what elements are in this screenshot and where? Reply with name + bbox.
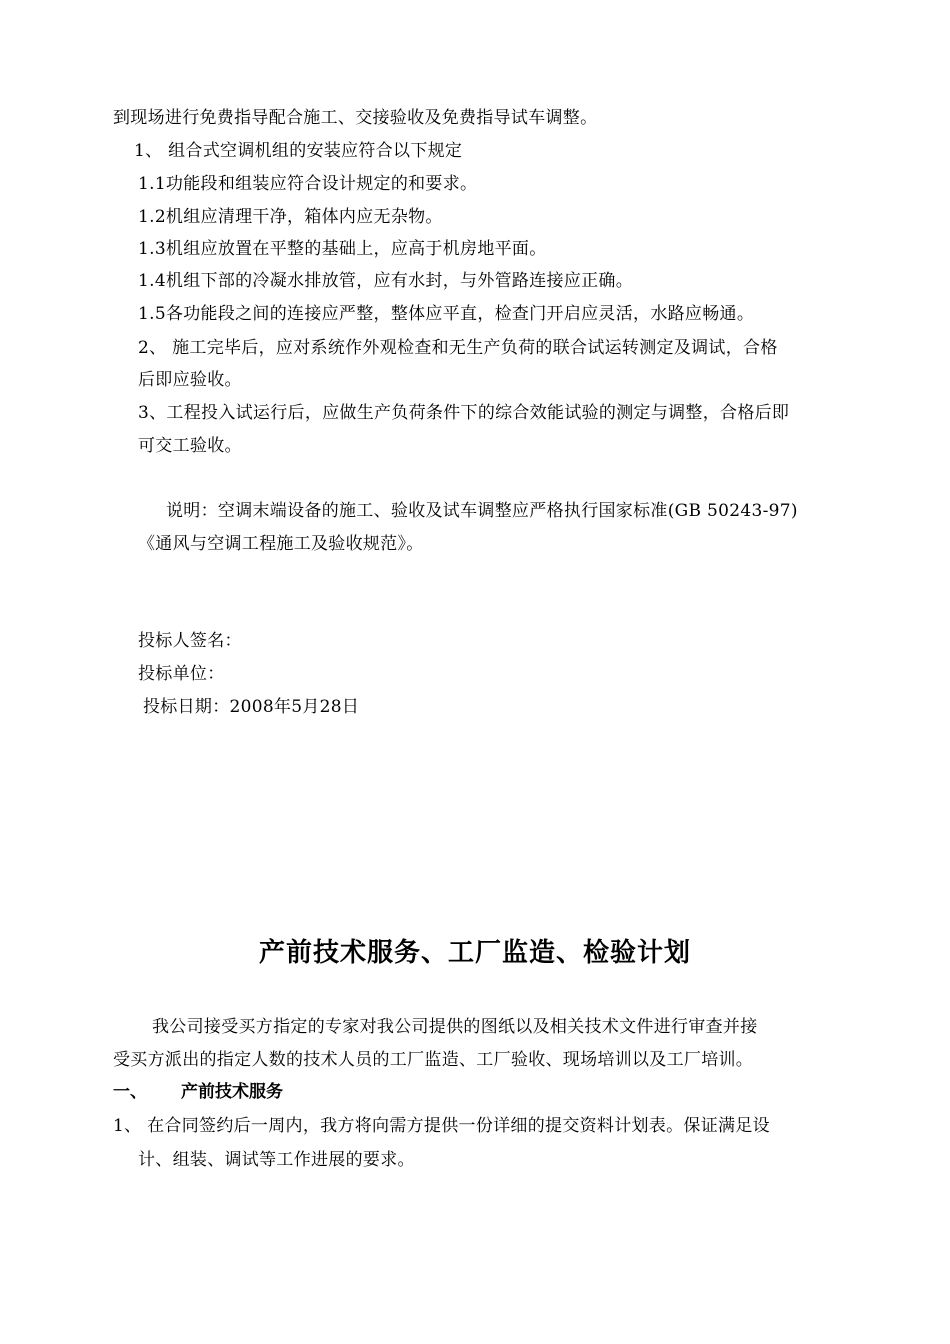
list-item-1-5: 1.5各功能段之间的连接应严整，整体应平直，检查门开启应灵活，水路应畅通。 bbox=[138, 304, 755, 324]
list-heading-1: 1、 组合式空调机组的安装应符合以下规定 bbox=[134, 141, 463, 161]
list-item-1-4: 1.4机组下部的冷凝水排放管，应有水封，与外管路连接应正确。 bbox=[138, 271, 634, 291]
list-item-1-3: 1.3机组应放置在平整的基础上，应高于机房地平面。 bbox=[138, 239, 547, 259]
list-item-2: 2、 施工完毕后，应对系统作外观检查和无生产负荷的联合试运转测定及调试，合格 bbox=[138, 338, 778, 358]
paragraph-line: 到现场进行免费指导配合施工、交接验收及免费指导试车调整。 bbox=[113, 108, 598, 128]
service-item-1-cont: 计、组装、调试等工作进展的要求。 bbox=[138, 1150, 415, 1170]
list-item-3: 3、工程投入试运行后，应做生产负荷条件下的综合效能试验的测定与调整，合格后即 bbox=[138, 403, 790, 423]
list-item-1-2: 1.2机组应清理干净，箱体内应无杂物。 bbox=[138, 207, 443, 227]
list-item-2-cont: 后即应验收。 bbox=[138, 370, 242, 390]
section-title: 产前技术服务、工厂监造、检验计划 bbox=[258, 938, 691, 968]
note-line-1: 说明：空调末端设备的施工、验收及试车调整应严格执行国家标准(GB 50243-97) bbox=[166, 501, 798, 521]
subsection-number: 一、 bbox=[113, 1082, 147, 1102]
bid-date: 投标日期：2008年5月28日 bbox=[143, 697, 360, 717]
note-line-2: 《通风与空调工程施工及验收规范》。 bbox=[138, 534, 424, 554]
intro-line-2: 受买方派出的指定人数的技术人员的工厂监造、工厂验收、现场培训以及工厂培训。 bbox=[113, 1050, 754, 1070]
intro-line-1: 我公司接受买方指定的专家对我公司提供的图纸以及相关技术文件进行审查并接 bbox=[152, 1017, 758, 1037]
signature-label: 投标人签名： bbox=[138, 631, 242, 651]
list-item-3-cont: 可交工验收。 bbox=[138, 436, 242, 456]
service-item-1: 1、 在合同签约后一周内，我方将向需方提供一份详细的提交资料计划表。保证满足设 bbox=[113, 1116, 770, 1136]
bidder-unit-label: 投标单位： bbox=[138, 664, 225, 684]
subsection-title: 产前技术服务 bbox=[181, 1082, 283, 1102]
list-item-1-1: 1.1功能段和组装应符合设计规定的和要求。 bbox=[138, 174, 478, 194]
